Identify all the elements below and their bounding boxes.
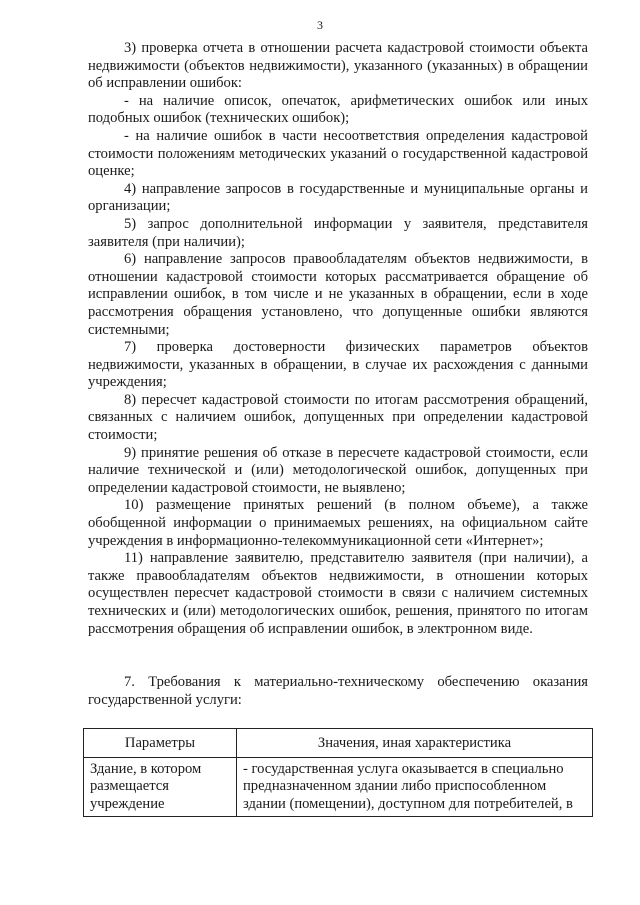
paragraph-item-4: 4) направление запросов в государственные и муниципальные органы и организации;: [88, 180, 588, 215]
table-cell-value: - государственная услуга оказывается в специально предназначенном здании либо приспособленном здании (помещении), доступном для потребителей, в: [237, 757, 593, 817]
paragraph-item-3: 3) проверка отчета в отношении расчета кадастровой стоимости объекта недвижимости (объектов недвижимости), указанного (указанных) в обращении об исправлении ошибок:: [88, 40, 588, 92]
column-header-parameters: Параметры: [84, 729, 237, 758]
paragraph-subitem-methodology-errors: - на наличие ошибок в части несоответствия определения кадастровой стоимости положениям методических указаний о государственной кадастровой оценке;: [88, 127, 588, 180]
paragraph-subitem-technical-errors: - на наличие описок, опечаток, арифметических ошибок или иных подобных ошибок (технических ошибок);: [88, 92, 588, 127]
paragraph-item-11: 11) направление заявителю, представителю заявителя (при наличии), а также правообладателям объектов недвижимости, в отношении которых осуществлен пересчет кадастровой стоимости в связи с наличием системных технических и (или) методологических ошибок, решения, принятого по итогам рассмотрения обращения об исправлении ошибок, в электронном виде.: [88, 550, 588, 637]
paragraph-item-5: 5) запрос дополнительной информации у заявителя, представителя заявителя (при наличии);: [88, 215, 588, 250]
section-heading: 7. Требования к материально-техническому обеспечению оказания государственной услуги:: [88, 674, 588, 708]
paragraph-item-10: 10) размещение принятых решений (в полном объеме), а также обобщенной информации о принимаемых решениях, на официальном сайте учреждения в информационно-телекоммуникационной сети «Интернет»;: [88, 497, 588, 549]
page-number: 3: [317, 18, 323, 32]
paragraph-item-8: 8) пересчет кадастровой стоимости по итогам рассмотрения обращений, связанных с наличием ошибок, допущенных при определении кадастровой стоимости;: [88, 391, 588, 444]
table-header-row: [84, 729, 593, 758]
table-row: [84, 757, 593, 817]
requirements-table: [83, 728, 593, 817]
paragraph-item-7: 7) проверка достоверности физических параметров объектов недвижимости, указанных в обращении, в случае их расхождения с данными учреждения;: [88, 339, 588, 391]
paragraph-item-9: 9) принятие решения об отказе в пересчете кадастровой стоимости, если наличие технической и (или) методологической ошибок, допущенных при определении кадастровой стоимости, не выявлено;: [88, 444, 588, 496]
document-body: [88, 40, 588, 638]
column-header-values: Значения, иная характеристика: [237, 729, 593, 758]
paragraph-item-6: 6) направление запросов правообладателям объектов недвижимости, в отношении кадастровой стоимости которых рассматривается обращение об исправлении ошибок, в том числе и не указанных в обращении, если в ходе рассмотрения обращения установлено, что допущенные ошибки являются системными;: [88, 251, 588, 338]
table-cell-parameter: Здание, в котором размещается учреждение: [84, 757, 237, 817]
